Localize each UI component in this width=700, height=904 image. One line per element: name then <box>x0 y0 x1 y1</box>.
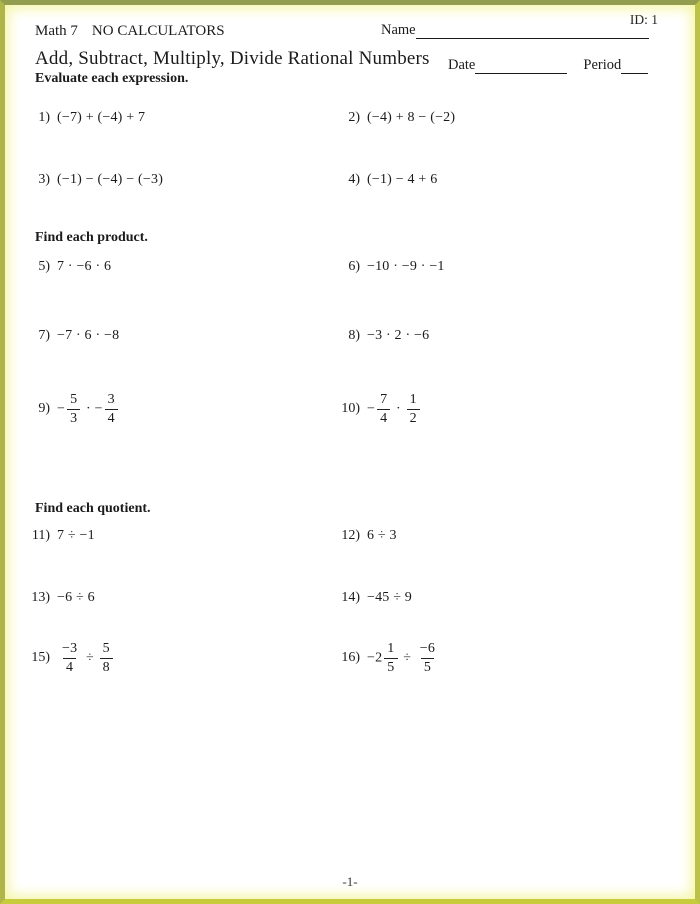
date-label: Date <box>448 57 476 73</box>
fraction: $\frac{3}{4}$ <box>105 392 118 426</box>
name-blank-line <box>416 24 649 39</box>
problem-15 <box>20 641 115 675</box>
problem-expression: (−1) − (−4) − (−3) <box>57 172 164 187</box>
problem-expression: (−7) + (−4) + 7 <box>57 110 146 125</box>
problem-number: 11) <box>31 528 50 543</box>
problem-expression: 7 · −6 · 6 <box>57 259 112 274</box>
name-label: Name <box>381 22 416 38</box>
problem-number: 9) <box>38 401 50 417</box>
section-quotient: Find each quotient. <box>35 501 151 516</box>
section-product: Find each product. <box>35 230 148 245</box>
problem-number: 2) <box>348 110 360 125</box>
problem-11 <box>20 528 95 544</box>
worksheet-id: ID: 1 <box>629 12 658 27</box>
problem-expression: 6 ÷ 3 <box>367 528 397 543</box>
fraction: $\frac{1}{2}$ <box>407 392 420 426</box>
fraction: $\frac{-3}{4}$ <box>62 641 78 675</box>
page-number: -1- <box>342 874 358 889</box>
problem-number: 5) <box>38 259 50 274</box>
fraction: $\frac{1}{5}$ <box>384 641 397 675</box>
problem-expression: −6 ÷ 6 <box>57 590 95 605</box>
problem-number: 12) <box>341 528 360 543</box>
problem-number: 14) <box>341 590 360 605</box>
problem-1 <box>20 110 145 126</box>
problem-3 <box>20 172 163 188</box>
problem-expression: (−1) − 4 + 6 <box>367 172 438 187</box>
problem-4 <box>330 172 437 188</box>
fraction: $\frac{5}{3}$ <box>67 392 80 426</box>
name-field <box>381 22 649 39</box>
course-name: Math 7 <box>35 23 78 39</box>
course-header <box>35 23 225 40</box>
period-blank-line <box>621 59 648 74</box>
date-blank-line <box>475 59 567 74</box>
problem-expression: −10 · −9 · −1 <box>367 259 445 274</box>
fraction: $\frac{7}{4}$ <box>377 392 390 426</box>
problem-number: 7) <box>38 328 50 343</box>
fraction: $\frac{5}{8}$ <box>100 641 113 675</box>
problem-12 <box>330 528 397 544</box>
problem-10 <box>330 392 422 426</box>
problem-expression: 7 ÷ −1 <box>57 528 95 543</box>
problem-number: 3) <box>38 172 50 187</box>
problem-expression: −2 $\frac{1}{5}$ ÷ $\frac{-6}{5}$ <box>367 641 440 675</box>
problem-7 <box>20 328 119 344</box>
problem-number: 16) <box>341 650 360 666</box>
problem-6 <box>330 259 445 275</box>
problem-number: 1) <box>38 110 50 125</box>
period-label: Period <box>583 57 622 73</box>
problem-8 <box>330 328 429 344</box>
problem-5 <box>20 259 111 275</box>
problem-14 <box>330 590 412 606</box>
problem-expression: −45 ÷ 9 <box>367 590 412 605</box>
no-calculators-note: NO CALCULATORS <box>91 23 225 39</box>
problem-expression: − $\frac{5}{3}$ · − $\frac{3}{4}$ <box>57 392 120 426</box>
problem-number: 10) <box>341 401 360 417</box>
problem-expression: (−4) + 8 − (−2) <box>367 110 456 125</box>
problem-expression: $\frac{-3}{4}$ ÷ $\frac{5}{8}$ <box>57 641 115 675</box>
problem-number: 15) <box>31 650 50 666</box>
problem-number: 6) <box>348 259 360 274</box>
problem-expression: −7 · 6 · −8 <box>57 328 120 343</box>
problem-expression: − $\frac{7}{4}$ · $\frac{1}{2}$ <box>367 392 422 426</box>
problem-number: 13) <box>31 590 50 605</box>
worksheet-title: Add, Subtract, Multiply, Divide Rational Numbers <box>35 48 430 69</box>
problem-2 <box>330 110 455 126</box>
section-evaluate: Evaluate each expression. <box>35 71 189 86</box>
problem-number: 4) <box>348 172 360 187</box>
problem-9 <box>20 392 120 426</box>
problem-number: 8) <box>348 328 360 343</box>
date-period-fields <box>448 57 648 74</box>
problem-expression: −3 · 2 · −6 <box>367 328 430 343</box>
problem-16 <box>330 641 440 675</box>
problem-13 <box>20 590 95 606</box>
fraction: $\frac{-6}{5}$ <box>419 641 436 675</box>
